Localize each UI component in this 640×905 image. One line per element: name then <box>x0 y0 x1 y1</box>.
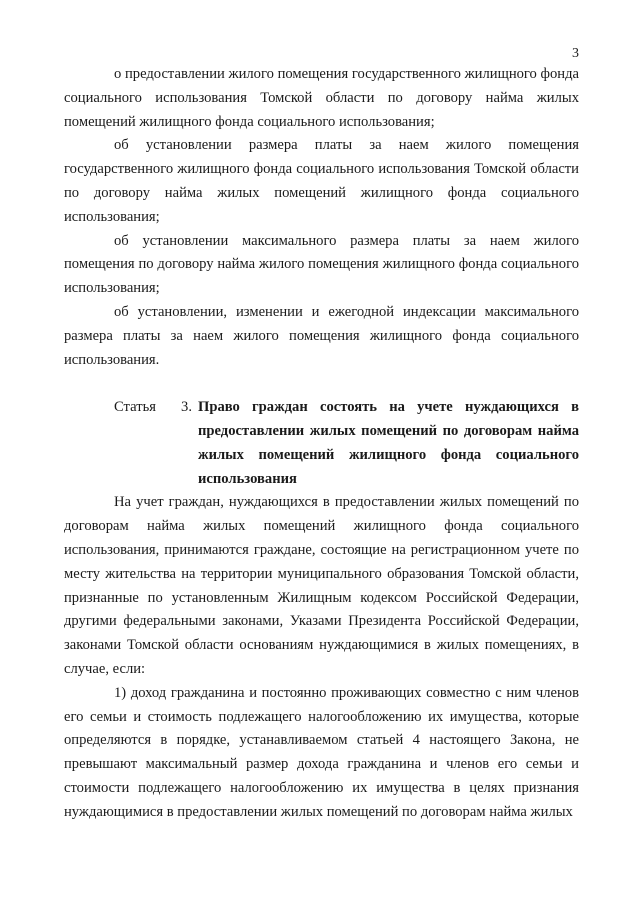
article-title: Право граждан состоять на учете нуждающихся в предоставлении жилых помещений по договорам найма жилых помещений жилищного фонда социального использования <box>198 399 579 487</box>
article-label-text: Статья 3. <box>114 399 192 416</box>
paragraph-top-1: о предоставлении жилого помещения государственного жилищного фонда социального использования Томской области по договору найма жилых помещений жилищного фонда социального использования; <box>64 66 579 130</box>
paragraph-top-4: об установлении, изменении и ежегодной индексации максимального размера платы за наем жилого помещения жилищного фонда социального использования. <box>64 303 579 368</box>
paragraph-top-2: об установлении размера платы за наем жилого помещения государственного жилищного фонда социального использования Томской области по договору найма жилых помещений жилищного фонда социального использования; <box>64 137 579 225</box>
paragraph-top-3: об установлении максимального размера платы за наем жилого помещения по договору найма жилого помещения жилищного фонда социального использования; <box>64 232 579 297</box>
article-heading <box>64 396 579 491</box>
article-label <box>114 396 198 491</box>
page-number: 3 <box>572 46 579 61</box>
paragraph-bottom-2: 1) доход гражданина и постоянно проживающих совместно с ним членов его семьи и стоимость подлежащего налогообложению их имущества, которые определяются в порядке, устанавливаемом статьей 4 настоящего Закона, не превышают максимальный размер дохода гражданина и членов его семьи и стоимости подлежащего налогообложению их имущества в целях признания нуждающимися в предоставлении жилых помещений по договорам найма жилых <box>64 684 579 820</box>
paragraph-bottom-1: На учет граждан, нуждающихся в предоставлении жилых помещений по договорам найма жилых помещений жилищного фонда социального использования, принимаются граждане, состоящие на регистрационном учете по месту жительства на территории муниципального образования Томской области, признанные по установленным Жилищным кодексом Российской Федерации, другими федеральными законами, Указами Президента Российской Федерации, законами Томской области основаниям нуждающимися в жилых помещениях, в случае, если: <box>64 494 579 677</box>
document-body <box>64 63 579 825</box>
